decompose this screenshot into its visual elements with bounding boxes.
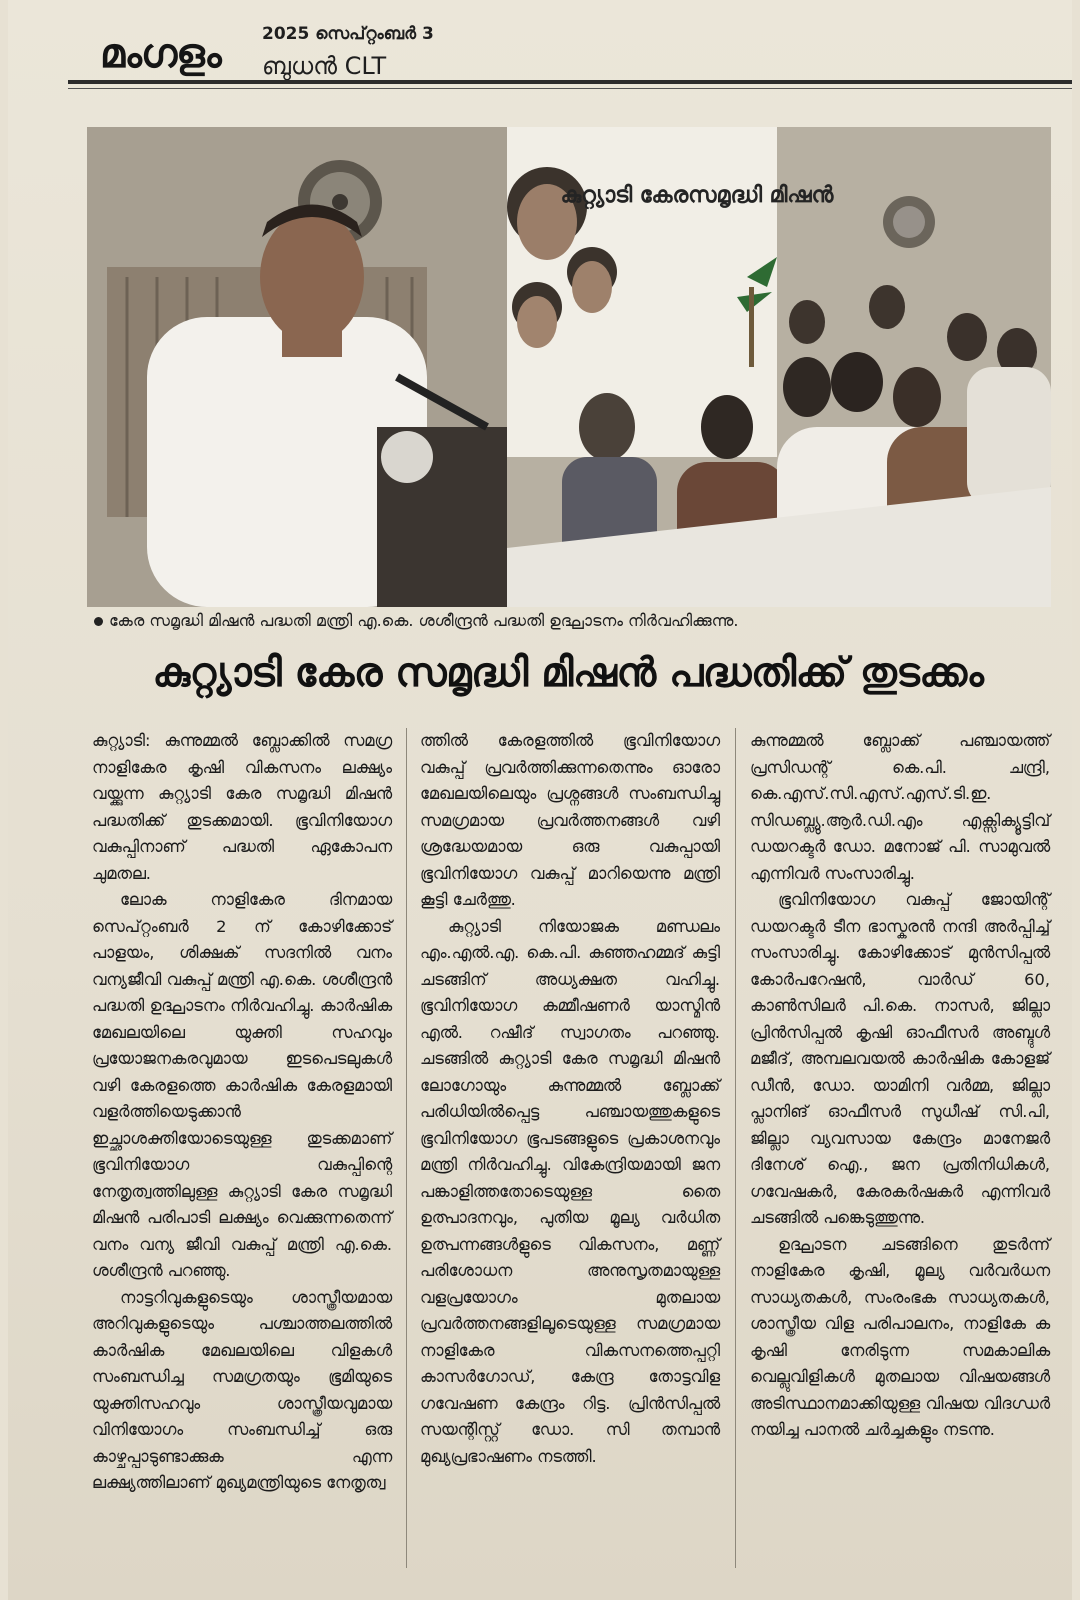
- article-paragraph: കുറ്റ്യാടി: കുന്നുമ്മൽ ബ്ലോക്കിൽ സമഗ്ര നാളികേര കൃഷി വികസനം ലക്ഷ്യം വയ്ക്കുന്ന കുറ്റ്യാടി കേര സമൃദ്ധി മിഷൻ പദ്ധതിക്ക് തുടക്കമായി. ഭൂവിനിയോഗ വകുപ്പിനാണ് പദ്ധതി ഏകോപന ചുമതല.: [92, 731, 392, 883]
- banner-title: കുറ്റ്യാടി കേരസമൃദ്ധി മിഷൻ: [560, 183, 834, 208]
- issue-date: 2025 സെപ്റ്റംബർ 3: [262, 24, 434, 44]
- caption-text: കേര സമൃദ്ധി മിഷൻ പദ്ധതി മന്ത്രി എ.കെ. ശശീന്ദ്രൻ പദ്ധതി ഉദ്ഘാടനം നിർവഹിക്കുന്നു.: [109, 611, 739, 630]
- article-column-3: [750, 728, 1050, 1578]
- article-paragraph: ത്തിൽ കേരളത്തിൽ ഭൂവിനിയോഗ വകുപ്പ് പ്രവർത്തിക്കുന്നതെന്നും ഓരോ മേഖലയിലെയും പ്രശ്നങ്ങൾ സംബന്ധിച്ചു സമഗ്രമായ പ്രവർത്തനങ്ങൾ വഴി ശ്രദ്ധേയമായ ഒരു വകുപ്പായി ഭൂവിനിയോഗ വകുപ്പ് മാറിയെന്നു മന്ത്രി കൂട്ടി ചേർത്തു.: [420, 731, 720, 909]
- wall-fan-right: [883, 196, 935, 248]
- article-paragraph: ലോക നാളികേര ദിനമായ സെപ്റ്റംബർ 2 ന് കോഴിക്കോട് പാളയം, ശിക്ഷക് സദനിൽ വനം വന്യജീവി വകുപ്പ് മന്ത്രി എ.കെ. ശശീന്ദ്രൻ പദ്ധതി ഉദ്ഘാടനം നിർവഹിച്ചു. കാർഷിക മേഖലയിലെ യുക്തി സഹവും പ്രയോജനകരവുമായ ഇടപെടലുകൾ വഴി കേരളത്തെ കാർഷിക കേരളമായി വളർത്തിയെടുക്കാൻ ഇച്ഛാശക്തിയോടെയുള്ള തുടക്കമാണ് ഭൂവിനിയോഗ വകുപ്പിന്റെ നേതൃത്വത്തിലുള്ള കുറ്റ്യാടി കേര സമൃദ്ധി മിഷൻ പരിപാടി ലക്ഷ്യം വെക്കുന്നതെന്ന് വനം വന്യ ജീവി വകുപ്പ് മന്ത്രി എ.കെ. ശശീന്ദ്രൻ പറഞ്ഞു.: [92, 890, 392, 1280]
- article-paragraph: ഉദ്ഘാടന ചടങ്ങിനെ തുടർന്ന് നാളികേര കൃഷി, മൂല്യ വർവർധന സാധ്യതകൾ, സംരംഭക സാധ്യതകൾ, ശാസ്ത്രീയ വിള പരിപാലനം, നാളികേ ക കൃഷി നേരിടുന്ന സമകാലിക വെല്ലുവിളികൾ മുതലായ വിഷയങ്ങൾ അടിസ്ഥാനമാക്കിയുള്ള വിഷയ വിദഗ്ധർ നയിച്ച പാനൽ ചർച്ചകളും നടന്നു.: [750, 1234, 1050, 1439]
- article-paragraph: കുറ്റ്യാടി നിയോജക മണ്ഡലം എം.എൽ.എ. കെ.പി. കുഞ്ഞഹമ്മദ് കുട്ടി ചടങ്ങിന് അധ്യക്ഷത വഹിച്ചു. ഭൂവിനിയോഗ കമ്മീഷണർ യാസ്മിൻ എൽ. റഷീദ് സ്വാഗതം പറഞ്ഞു. ചടങ്ങിൽ കുറ്റ്യാടി കേര സമൃദ്ധി മിഷൻ ലോഗോയും കുന്നുമ്മൽ ബ്ലോക്ക് പരിധിയിൽപ്പെട്ട പഞ്ചായത്തുകളുടെ ഭൂവിനിയോഗ ഭൂപടങ്ങളുടെ പ്രകാശനവും മന്ത്രി നിർവഹിച്ചു. വികേന്ദ്രിയമായി ജന പങ്കാളിത്തതോടെയുള്ള തൈ ഉത്പാദനവും, പുതിയ മൂല്യ വർധിത ഉത്പന്നങ്ങൾളുടെ വികസനം, മണ്ണ് പരിശോധന അനുസൃതമായുള്ള വളപ്രയോഗം മുതലായ പ്രവർത്തനങ്ങളിലൂടെയുള്ള സമഗ്രമായ നാളികേര വികസനത്തെപ്പറ്റി കാസർഗോഡ്, കേന്ദ്ര തോട്ടവിള ഗവേഷണ കേന്ദ്രം റിട്ട. പ്രിൻസിപ്പൽ സയന്റിസ്റ്റ് ഡോ. സി തമ്പാൻ മുഖ്യപ്രഭാഷണം നടത്തി.: [420, 916, 720, 1466]
- lectern: [377, 427, 507, 607]
- newspaper-page: [8, 0, 1072, 1600]
- column-divider: [735, 728, 736, 1568]
- photo-caption: [94, 611, 1054, 631]
- issue-day-edition: ബുധൻ CLT: [262, 52, 387, 80]
- event-photo-illustration: [87, 127, 1051, 607]
- article-paragraph: നാട്ടറിവുകളുടെയും ശാസ്ത്രീയമായ അറിവുകളുടെയും പശ്ചാത്തലത്തിൽ കാർഷിക മേഖലയിലെ വിളകൾ സംബന്ധിച്ച സമഗ്രതയും ഭൂമിയുടെ യുക്തിസഹവും ശാസ്ത്രീയവുമായ വിനിയോഗം സംബന്ധിച്ച് ഒരു കാഴ്ചപ്പാടുണ്ടാക്കുക എന്ന ലക്ഷ്യത്തിലാണ് മുഖ്യമന്ത്രിയുടെ നേതൃത്വ: [92, 1287, 392, 1492]
- article-column-2: [420, 728, 720, 1578]
- caption-bullet-icon: [94, 617, 103, 626]
- masthead-rule: [68, 80, 1072, 84]
- column-divider: [406, 728, 407, 1568]
- article-column-1: [92, 728, 392, 1578]
- event-photo: [87, 127, 1051, 607]
- article-headline: കുറ്റ്യാടി കേര സമൃദ്ധി മിഷൻ പദ്ധതിക്ക് തുടക്കം: [152, 650, 984, 696]
- masthead-rule-thin: [68, 88, 1072, 89]
- article-paragraph: കുന്നുമ്മൽ ബ്ലോക്ക് പഞ്ചായത്ത് പ്രസിഡന്റ് കെ.പി. ചന്ദ്രി, കെ.എസ്.സി.എസ്.എസ്.ടി.ഇ. സിഡബ്ല്യു.ആർ.ഡി.എം എക്സിക്യൂട്ടിവ് ഡയറക്ടർ ഡോ. മനോജ് പി. സാമുവൽ എന്നിവർ സംസാരിച്ചു.: [750, 731, 1050, 883]
- newspaper-logo: മംഗളം: [100, 30, 221, 77]
- article-paragraph: ഭൂവിനിയോഗ വകുപ്പ് ജോയിന്റ് ഡയറക്ടർ ടീന ഭാസ്കരൻ നന്ദി അർപ്പിച്ച് സംസാരിച്ചു. കോഴിക്കോട് മുൻസിപ്പൽ കോർപറേഷൻ, വാർഡ് 60, കാൺസിലർ പി.കെ. നാസർ, ജില്ലാ പ്രിൻസിപ്പൽ കൃഷി ഓഫീസർ അബ്ദുൾ മജീദ്, അമ്പലവയൽ കാർഷിക കോളജ് ഡീൻ, ഡോ. യാമിനി വർമ്മ, ജില്ലാ പ്ലാനിങ് ഓഫീസർ സുധീഷ് സി.പി, ജില്ലാ വ്യവസായ കേന്ദ്രം മാനേജർ ദിനേശ് ഐ., ജന പ്രതിനിധികൾ, ഗവേഷകർ, കേരകർഷകർ എന്നിവർ ചടങ്ങിൽ പങ്കെടുത്തുന്നു.: [750, 890, 1050, 1227]
